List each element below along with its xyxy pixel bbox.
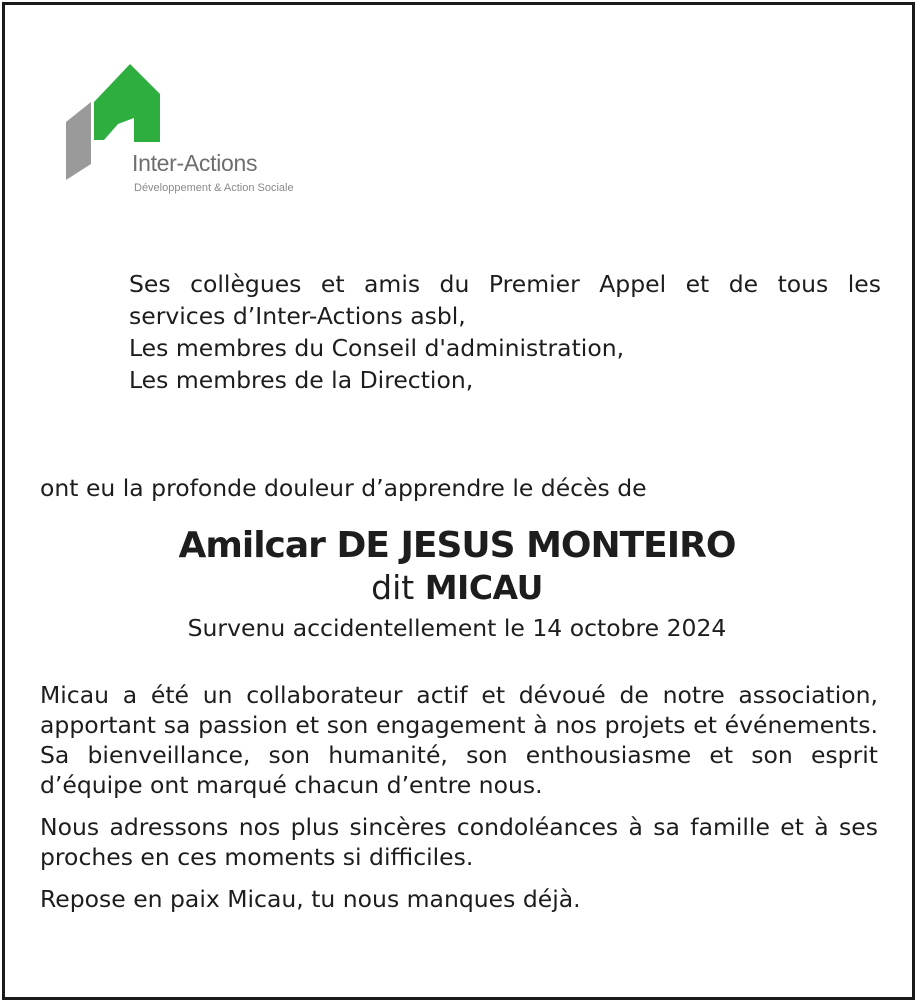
deceased-full-name: Amilcar DE JESUS MONTEIRO — [178, 525, 736, 566]
logo-grey-shape — [66, 102, 91, 180]
senders-line-3: Les membres de la Direction, — [129, 366, 474, 394]
senders-line-1b: services d’Inter-Actions asbl, — [129, 302, 466, 330]
tribute-text — [40, 680, 878, 914]
logo-green-shape — [94, 64, 160, 142]
senders-line-2: Les membres du Conseil d'administration, — [129, 334, 625, 362]
tribute-paragraph: Micau a été un collaborateur actif et dévoué de notre association, apportant sa passion et son engagement à nos projets et événements. Sa bienveillance, son humanité, son enthousiasme et son esprit d’équipe ont marqué chacun d’entre nous. — [40, 681, 878, 799]
logo-tagline: Développement & Action Sociale — [134, 182, 294, 194]
deceased-nickname: MICAU — [424, 568, 543, 607]
announcement-intro: ont eu la profonde douleur d’apprendre le décès de — [40, 474, 647, 502]
inter-actions-logo — [62, 62, 382, 202]
nickname-prefix: dit — [371, 568, 415, 607]
deceased-nickname-line — [40, 568, 874, 608]
deceased-block — [40, 524, 874, 644]
death-date-line: Survenu accidentellement le 14 octobre 2024 — [187, 614, 727, 642]
senders-block — [129, 268, 881, 396]
senders-line-1a: Ses collègues et amis du Premier Appel et de tous les — [129, 270, 881, 298]
logo-name: Inter-Actions — [132, 150, 258, 176]
condolences-paragraph: Nous adressons nos plus sincères condoléances à sa famille et à ses proches en ces moments si difficiles. — [40, 813, 878, 871]
farewell-paragraph: Repose en paix Micau, tu nous manques déjà. — [40, 885, 581, 913]
